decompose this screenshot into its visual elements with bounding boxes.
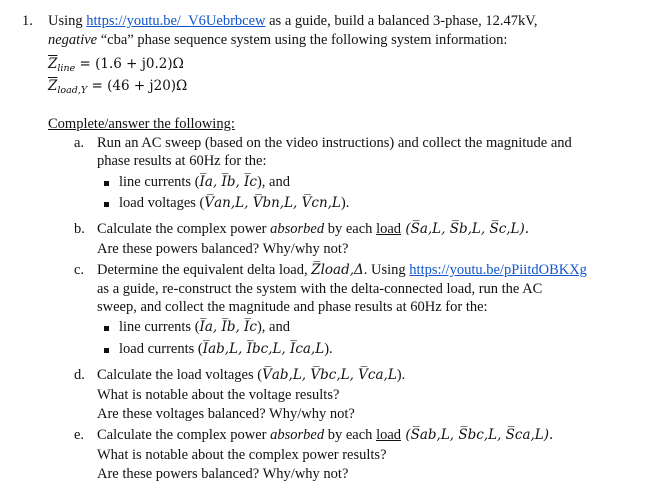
load-word: load	[376, 221, 402, 237]
item-c-text-mid: . Using	[363, 262, 410, 278]
negative-word: negative	[48, 32, 98, 48]
intro-text-1: Using	[48, 13, 87, 29]
bullet-text-end: ), and	[256, 319, 290, 335]
z-load-symbol: $\overline{Z}$	[48, 78, 58, 94]
item-b-letter: b.	[74, 221, 85, 237]
bullet-marker	[104, 348, 109, 353]
absorbed-word: absorbed	[270, 427, 325, 443]
intro-line-1	[48, 12, 537, 30]
load-voltage-vars: V̅ab,L, V̅bc,L, V̅ca,L	[262, 367, 397, 383]
load-current-vars: I̅ab,L, I̅bc,L, I̅ca,L	[202, 341, 325, 357]
bullet-text: line currents (	[119, 174, 200, 190]
bullet-marker	[104, 202, 109, 207]
item-d-text: Calculate the load voltages (	[97, 367, 263, 383]
item-c-letter: c.	[74, 262, 85, 278]
line-current-vars: I̅a, I̅b, I̅c	[199, 319, 257, 335]
item-e-line-1	[97, 426, 553, 444]
bullet-text: line currents (	[119, 319, 200, 335]
item-c-line-1	[97, 261, 587, 279]
item-d-text-end: ).	[396, 367, 406, 383]
item-e-text: Calculate the complex power	[97, 427, 271, 443]
instructions-heading: Complete/answer the following:	[48, 116, 235, 132]
z-load-subscript: load,Y	[57, 85, 88, 96]
z-line-symbol: $\overline{Z}$	[48, 56, 58, 72]
item-c-line-2: as a guide, re-construct the system with the delta-connected load, run the AC	[97, 281, 543, 297]
item-e-line-3: Are these powers balanced? Why/why not?	[97, 466, 349, 482]
item-b-line-2: Are these powers balanced? Why/why not?	[97, 241, 349, 257]
item-e-letter: e.	[74, 427, 85, 443]
z-line-subscript: line	[57, 63, 76, 74]
item-b-text-mid: by each	[324, 221, 377, 237]
item-a-bullet-1	[119, 173, 290, 191]
intro-line-2	[48, 31, 507, 49]
bullet-text-end: ), and	[256, 174, 290, 190]
question-number: 1.	[22, 13, 33, 29]
item-e-line-2: What is notable about the complex power results?	[97, 447, 387, 463]
item-b-text: Calculate the complex power	[97, 221, 271, 237]
item-d-line-2: What is notable about the voltage results?	[97, 387, 340, 403]
z-load-value: = (46 + j20)Ω	[87, 78, 188, 94]
item-b-line-1	[97, 220, 529, 238]
video-link-2[interactable]: https://youtu.be/pPiitdOBKXg	[409, 262, 587, 278]
bullet-text: load currents (	[119, 341, 203, 357]
power-vars: (S̅a,L, S̅b,L, S̅c,L).	[401, 221, 530, 237]
item-d-letter: d.	[74, 367, 85, 383]
z-line-value: = (1.6 + j0.2)Ω	[75, 56, 184, 72]
z-load-delta: Z̅load,Δ	[311, 262, 364, 278]
z-load-equation	[48, 77, 187, 100]
bullet-text: load voltages (	[119, 195, 205, 211]
item-c-bullet-1	[119, 318, 290, 336]
item-d-line-3: Are these voltages balanced? Why/why not?	[97, 406, 355, 422]
item-e-text-mid: by each	[324, 427, 377, 443]
item-c-line-3: sweep, and collect the magnitude and phase results at 60Hz for the:	[97, 299, 488, 315]
item-a-line-1: Run an AC sweep (based on the video instructions) and collect the magnitude and	[97, 135, 572, 151]
item-a-line-2: phase results at 60Hz for the:	[97, 153, 267, 169]
item-c-bullet-2	[119, 340, 333, 358]
load-voltage-vars: V̅an,L, V̅bn,L, V̅cn,L	[204, 195, 341, 211]
item-c-text: Determine the equivalent delta load,	[97, 262, 312, 278]
bullet-marker	[104, 181, 109, 186]
z-line-equation	[48, 55, 184, 78]
bullet-text-end: ).	[324, 341, 333, 357]
bullet-marker	[104, 326, 109, 331]
item-d-line-1	[97, 366, 405, 384]
absorbed-word: absorbed	[270, 221, 325, 237]
intro-text-2: as a guide, build a balanced 3-phase, 12.47kV,	[265, 13, 538, 29]
video-link-1[interactable]: https://youtu.be/_V6Uebrbcew	[86, 13, 266, 29]
line-current-vars: I̅a, I̅b, I̅c	[199, 174, 257, 190]
bullet-text-end: ).	[340, 195, 350, 211]
item-a-letter: a.	[74, 135, 85, 151]
load-word: load	[376, 427, 402, 443]
item-a-bullet-2	[119, 194, 349, 212]
power-vars: (S̅ab,L, S̅bc,L, S̅ca,L).	[401, 427, 554, 443]
intro-text-3: “cba” phase sequence system using the following system information:	[97, 32, 508, 48]
